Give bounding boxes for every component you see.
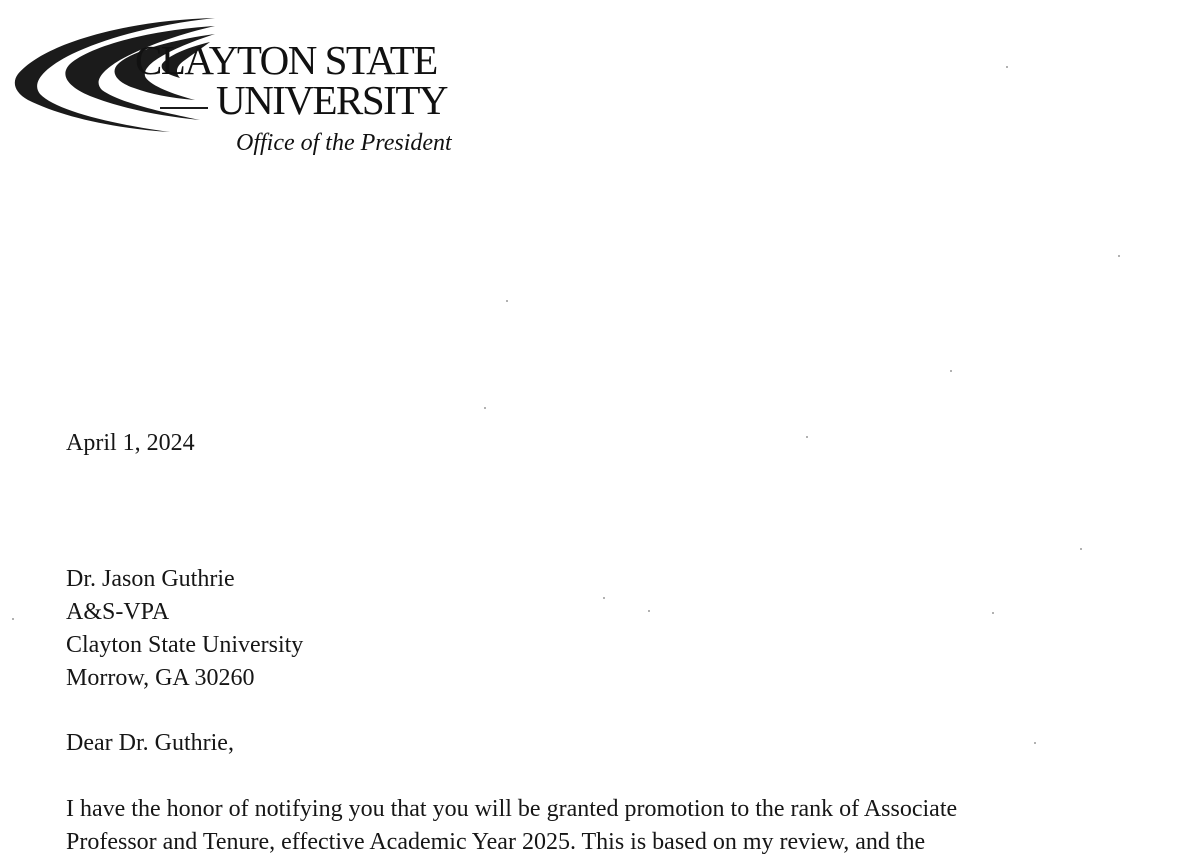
scan-speck: [1118, 255, 1120, 257]
scan-speck: [806, 436, 808, 438]
letterhead: [0, 0, 520, 170]
body-line: Professor and Tenure, effective Academic Year 2025. This is based on my review, and the: [66, 829, 926, 855]
recipient-name: Dr. Jason Guthrie: [66, 566, 235, 592]
office-title: Office of the President: [236, 130, 452, 156]
scan-speck: [603, 597, 605, 599]
university-name-line1: CLAYTON STATE: [135, 37, 437, 83]
letter-date: April 1, 2024: [66, 430, 195, 456]
recipient-institution: Clayton State University: [66, 632, 304, 658]
scan-speck: [648, 610, 650, 612]
recipient-department: A&S-VPA: [66, 599, 170, 625]
body-paragraph: [66, 793, 1176, 859]
salutation: Dear Dr. Guthrie,: [66, 730, 234, 756]
scan-speck: [506, 300, 508, 302]
body-line: I have the honor of notifying you that you will be granted promotion to the rank of Associate: [66, 796, 958, 822]
scan-speck: [1006, 66, 1008, 68]
scan-speck: [992, 612, 994, 614]
scan-speck: [1080, 548, 1082, 550]
scan-speck: [1034, 742, 1036, 744]
recipient-address: [66, 563, 303, 695]
university-name-line2: UNIVERSITY: [216, 77, 447, 123]
recipient-city-state-zip: Morrow, GA 30260: [66, 665, 255, 691]
scan-speck: [484, 407, 486, 409]
scan-speck: [12, 618, 14, 620]
scan-speck: [950, 370, 952, 372]
